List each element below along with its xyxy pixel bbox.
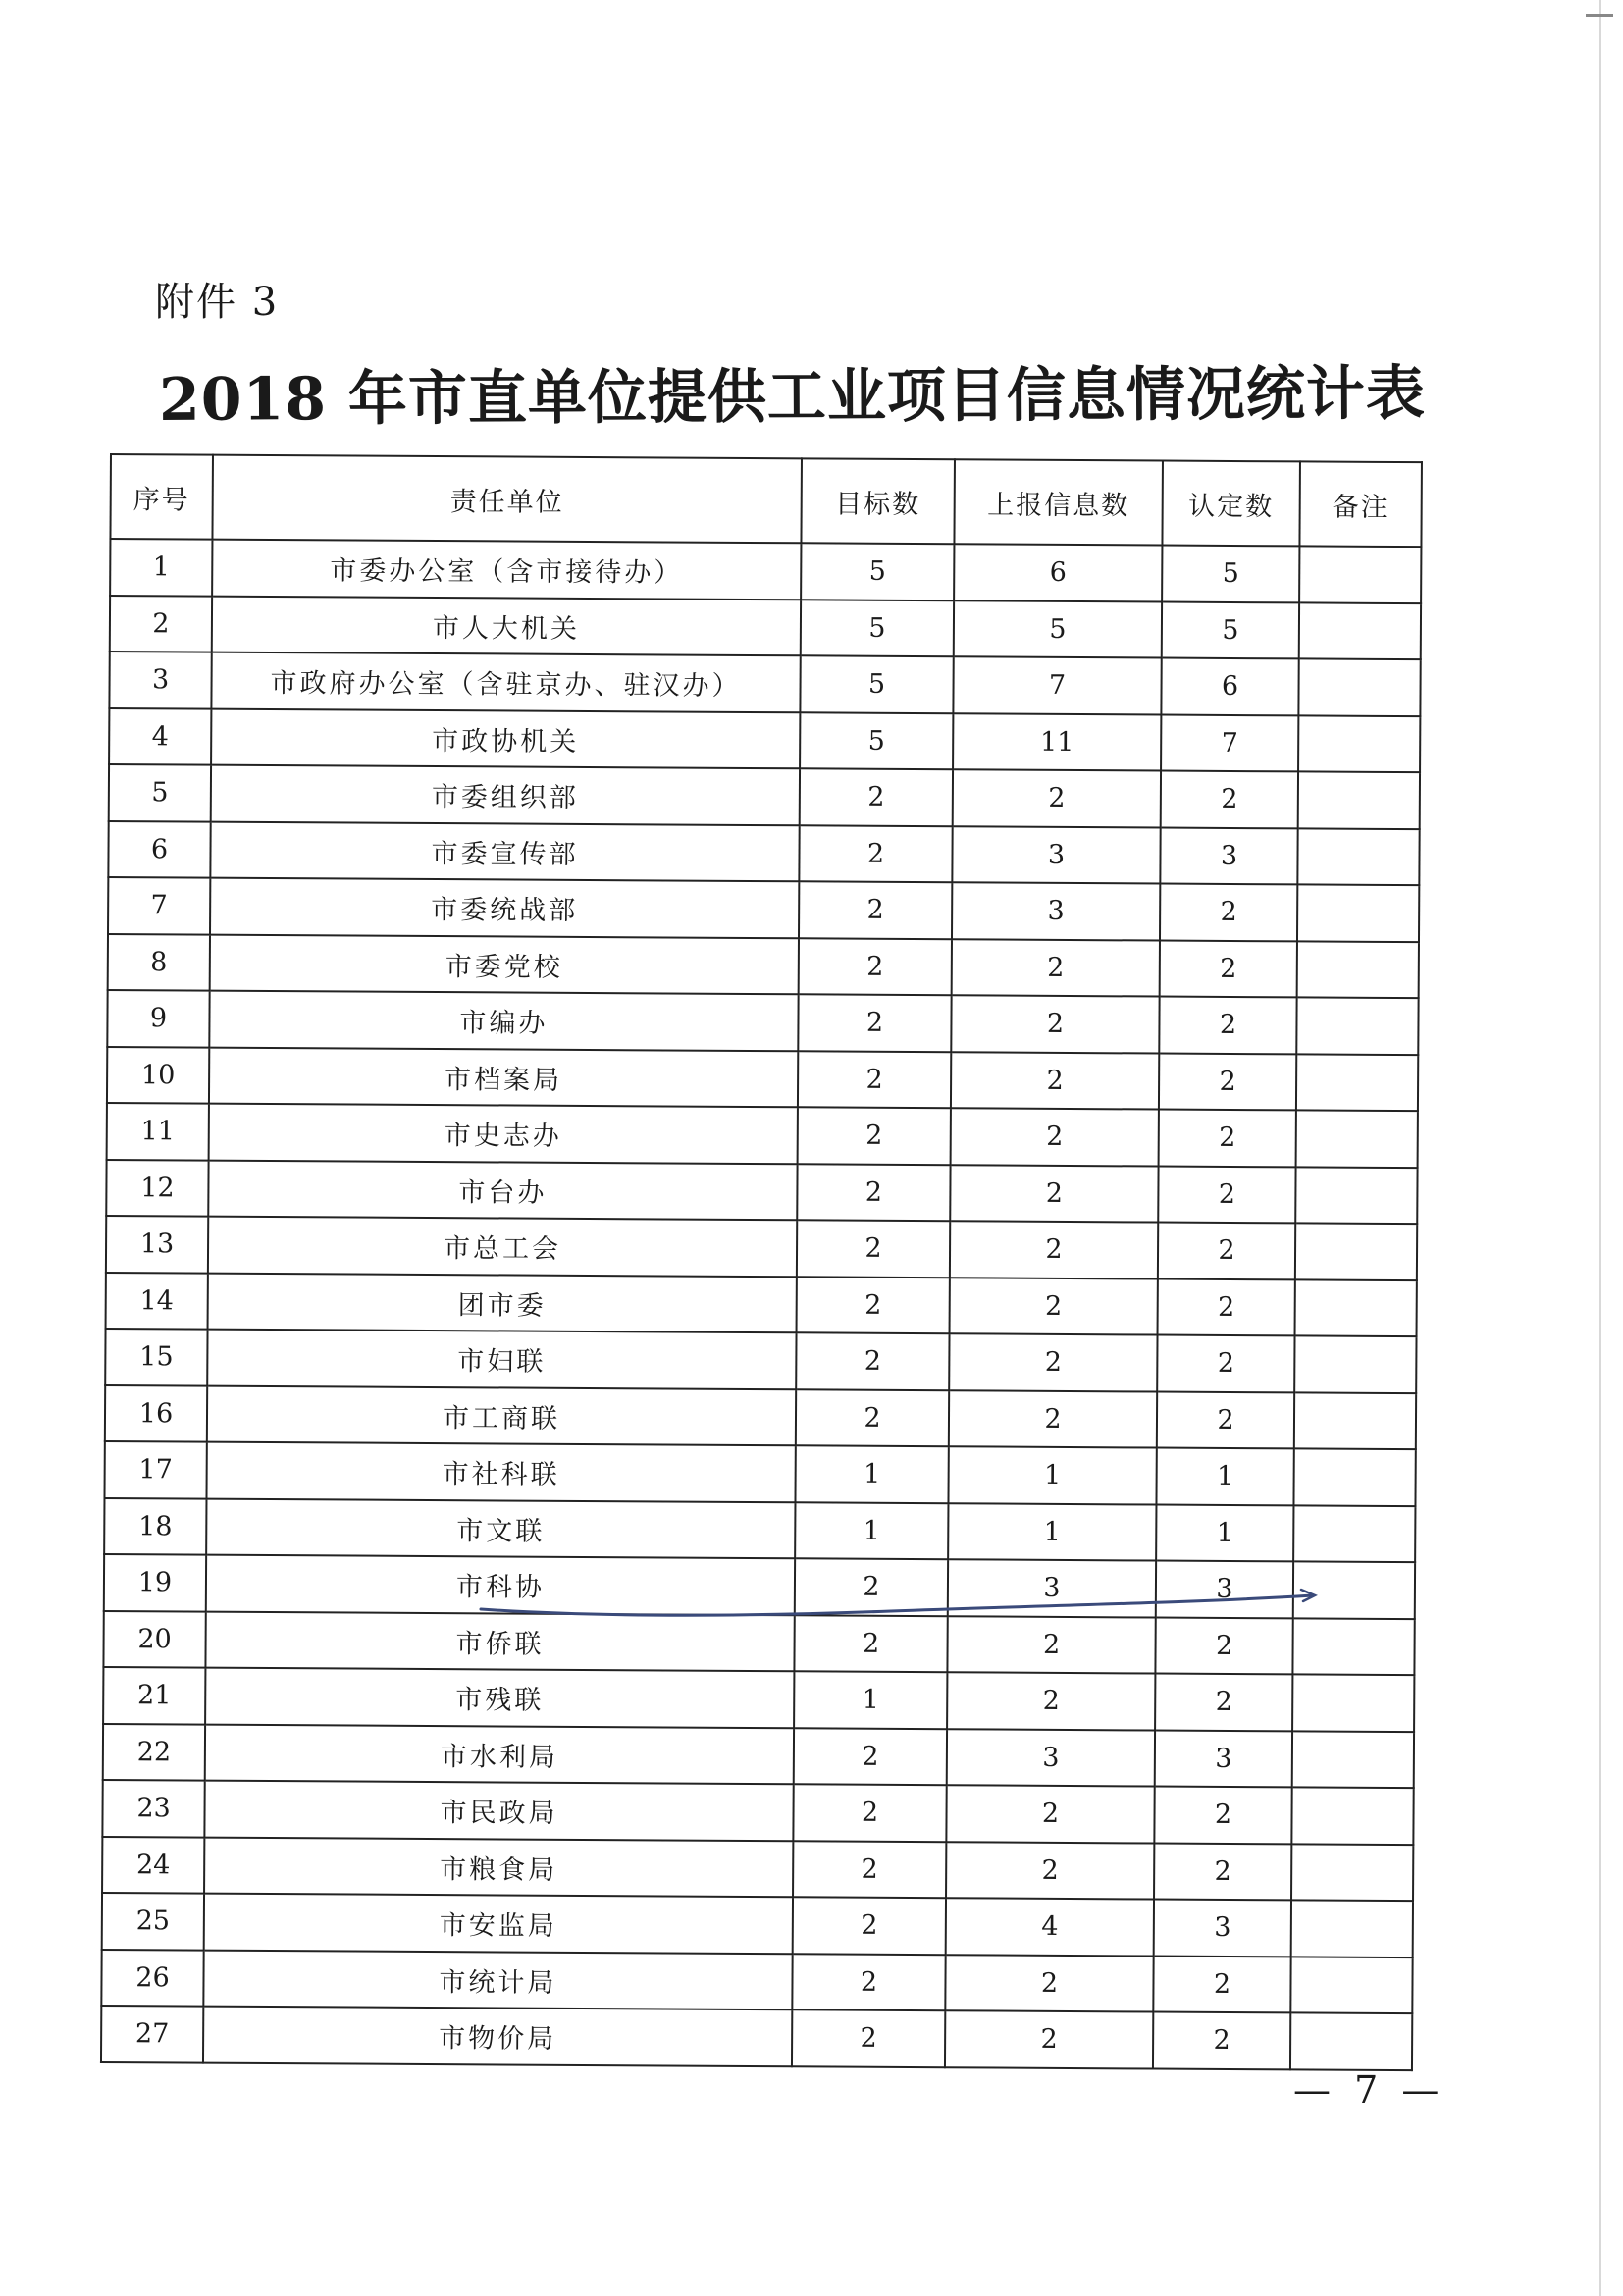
scan-edge: [1599, 0, 1601, 2296]
cell-target: 5: [801, 543, 954, 600]
cell-approved: 2: [1155, 1617, 1292, 1674]
cell-remark: [1296, 997, 1418, 1054]
cell-reported: 2: [953, 769, 1161, 827]
cell-reported: 2: [951, 1052, 1159, 1110]
cell-reported: 3: [952, 826, 1160, 884]
cell-no: 11: [107, 1103, 209, 1160]
cell-no: 22: [103, 1723, 205, 1780]
cell-approved: 6: [1161, 658, 1298, 715]
cell-approved: 5: [1162, 601, 1299, 658]
table-row: [104, 1441, 1415, 1506]
cell-target: 5: [801, 600, 954, 656]
cell-approved: 1: [1156, 1504, 1293, 1561]
cell-target: 2: [793, 1784, 946, 1841]
table-row: [106, 1272, 1417, 1336]
cell-no: 9: [107, 990, 209, 1047]
cell-target: 2: [794, 1728, 947, 1785]
table-row: [106, 1159, 1417, 1224]
cell-no: 20: [103, 1610, 205, 1667]
cell-unit: 市台办: [208, 1160, 797, 1220]
cell-no: 23: [102, 1780, 204, 1837]
cell-no: 6: [108, 820, 210, 877]
cell-unit: 市民政局: [204, 1781, 793, 1841]
cell-no: 25: [102, 1893, 204, 1950]
cell-reported: 3: [947, 1729, 1155, 1787]
cell-target: 1: [794, 1671, 947, 1728]
cell-no: 17: [104, 1441, 206, 1498]
cell-reported: 2: [949, 1390, 1157, 1448]
cell-reported: 2: [945, 2010, 1153, 2068]
cell-approved: 2: [1154, 1787, 1291, 1844]
cell-no: 4: [109, 708, 211, 765]
cell-target: 2: [798, 1051, 951, 1108]
cell-no: 12: [106, 1159, 208, 1216]
cell-target: 2: [795, 1558, 948, 1615]
cell-no: 18: [104, 1497, 206, 1554]
cell-remark: [1294, 1392, 1416, 1449]
table-row: [102, 1836, 1413, 1901]
cell-no: 19: [104, 1554, 206, 1611]
table-row: [110, 596, 1421, 660]
cell-remark: [1294, 1335, 1416, 1392]
cell-approved: 2: [1160, 884, 1297, 941]
cell-no: 16: [105, 1384, 207, 1441]
cell-unit: 市委办公室（含市接待办）: [212, 540, 801, 600]
cell-remark: [1291, 1844, 1413, 1901]
cell-remark: [1296, 1054, 1418, 1111]
cell-approved: 5: [1162, 546, 1299, 602]
cell-remark: [1297, 941, 1419, 998]
cell-approved: 2: [1157, 1335, 1294, 1392]
cell-target: 2: [796, 1389, 949, 1446]
cell-unit: 市史志办: [209, 1104, 798, 1164]
cell-approved: 2: [1159, 1110, 1296, 1167]
cell-no: 27: [101, 2006, 203, 2062]
cell-target: 2: [798, 1107, 951, 1164]
cell-unit: 市粮食局: [204, 1837, 793, 1897]
table-row: [107, 1103, 1418, 1168]
cell-reported: 2: [947, 1616, 1155, 1674]
table-row: [107, 990, 1418, 1055]
cell-unit: 市编办: [209, 991, 798, 1051]
table-row: [102, 1893, 1413, 1957]
cell-no: 26: [101, 1949, 203, 2006]
cell-no: 14: [106, 1272, 208, 1329]
cell-reported: 2: [947, 1672, 1155, 1730]
table-row: [104, 1497, 1415, 1562]
cell-target: 2: [799, 825, 952, 882]
cell-approved: 3: [1154, 1900, 1291, 1957]
cell-reported: 3: [952, 882, 1160, 940]
statistics-table: [100, 453, 1423, 2071]
cell-target: 1: [795, 1502, 948, 1559]
cell-remark: [1290, 1957, 1412, 2013]
cell-no: 1: [110, 539, 212, 596]
table-row: [110, 539, 1421, 603]
cell-no: 13: [106, 1216, 208, 1273]
cell-remark: [1295, 1223, 1417, 1279]
cell-target: 2: [797, 1164, 950, 1221]
statistics-table-container: [100, 453, 1421, 2071]
cell-unit: 市残联: [205, 1668, 794, 1728]
header-reported: 上报信息数: [954, 459, 1163, 545]
cell-remark: [1293, 1505, 1415, 1562]
cell-remark: [1298, 658, 1420, 715]
cell-unit: 市水利局: [205, 1724, 794, 1784]
cell-remark: [1297, 884, 1419, 941]
table-row: [103, 1667, 1414, 1732]
cell-unit: 市政府办公室（含驻京办、驻汉办）: [211, 652, 800, 712]
cell-reported: 2: [950, 1165, 1158, 1223]
cell-remark: [1295, 1279, 1417, 1336]
cell-approved: 2: [1158, 1278, 1295, 1335]
cell-target: 2: [792, 2009, 945, 2066]
table-row: [109, 652, 1420, 716]
table-row: [105, 1384, 1416, 1449]
cell-no: 3: [109, 652, 211, 708]
table-row: [103, 1723, 1414, 1788]
cell-unit: 市委统战部: [210, 878, 799, 938]
cell-no: 10: [107, 1046, 209, 1103]
cell-no: 2: [110, 596, 212, 652]
cell-unit: 市委宣传部: [210, 821, 799, 881]
cell-approved: 2: [1153, 1956, 1290, 2012]
cell-target: 2: [797, 1277, 950, 1333]
cell-no: 5: [109, 764, 211, 821]
cell-reported: 2: [946, 1842, 1154, 1900]
cell-reported: 2: [946, 1785, 1154, 1843]
cell-reported: 5: [954, 600, 1162, 658]
cell-no: 15: [105, 1329, 207, 1385]
cell-no: 8: [108, 933, 210, 990]
cell-reported: 1: [948, 1503, 1156, 1561]
header-target: 目标数: [801, 458, 955, 544]
cell-approved: 3: [1160, 827, 1297, 884]
cell-remark: [1293, 1448, 1415, 1505]
cell-unit: 市物价局: [203, 2007, 792, 2066]
cell-approved: 2: [1158, 1223, 1295, 1279]
cell-reported: 7: [953, 656, 1161, 714]
table-header-row: [110, 454, 1422, 547]
scan-mark: [1586, 14, 1613, 17]
cell-unit: 市委组织部: [211, 765, 800, 825]
cell-remark: [1299, 546, 1421, 602]
cell-unit: 市档案局: [209, 1047, 798, 1107]
cell-unit: 市政协机关: [211, 708, 800, 768]
table-row: [105, 1329, 1416, 1393]
cell-unit: 市妇联: [207, 1330, 796, 1389]
cell-remark: [1295, 1167, 1417, 1224]
cell-remark: [1291, 1900, 1413, 1957]
cell-target: 2: [794, 1615, 947, 1672]
cell-unit: 市科协: [206, 1555, 795, 1615]
table-row: [101, 2006, 1412, 2070]
cell-unit: 市社科联: [206, 1442, 795, 1502]
cell-approved: 2: [1159, 997, 1296, 1054]
cell-remark: [1291, 1787, 1413, 1844]
table-row: [107, 1046, 1418, 1111]
cell-target: 2: [793, 1841, 946, 1898]
cell-target: 1: [795, 1445, 948, 1502]
cell-approved: 2: [1160, 940, 1297, 997]
cell-target: 2: [793, 1897, 946, 1954]
cell-remark: [1292, 1731, 1414, 1788]
cell-unit: 市委党校: [210, 934, 799, 994]
cell-reported: 1: [948, 1446, 1156, 1504]
cell-remark: [1292, 1674, 1414, 1731]
cell-remark: [1298, 715, 1420, 772]
cell-unit: 市侨联: [205, 1611, 794, 1671]
handwritten-pen-line: [479, 1588, 1323, 1627]
table-row: [101, 1949, 1412, 2013]
page-title: 2018 年市直单位提供工业项目信息情况统计表: [158, 359, 1427, 435]
table-body: [101, 539, 1421, 2070]
cell-unit: 市人大机关: [212, 596, 801, 655]
cell-no: 21: [103, 1667, 205, 1724]
cell-approved: 2: [1159, 1053, 1296, 1110]
cell-unit: 市统计局: [203, 1950, 792, 2009]
cell-remark: [1290, 2012, 1412, 2069]
cell-remark: [1296, 1110, 1418, 1167]
cell-remark: [1297, 828, 1419, 885]
cell-reported: 2: [945, 1955, 1153, 2012]
cell-remark: [1299, 602, 1421, 659]
cell-approved: 2: [1158, 1166, 1295, 1223]
cell-approved: 7: [1161, 714, 1298, 771]
cell-no: 7: [108, 877, 210, 934]
cell-no: 24: [102, 1836, 204, 1893]
table-row: [108, 820, 1419, 885]
attachment-label: 附件 3: [155, 280, 280, 325]
cell-reported: 2: [951, 995, 1159, 1053]
cell-approved: 2: [1157, 1391, 1294, 1448]
cell-target: 2: [800, 768, 953, 825]
header-unit: 责任单位: [212, 455, 802, 544]
cell-reported: 4: [946, 1898, 1154, 1956]
cell-approved: 2: [1153, 2012, 1290, 2069]
header-remark: 备注: [1299, 461, 1422, 547]
cell-approved: 1: [1156, 1448, 1293, 1505]
cell-reported: 2: [951, 1108, 1159, 1166]
cell-unit: 市安监局: [204, 1894, 793, 1954]
cell-approved: 2: [1161, 771, 1298, 828]
cell-target: 5: [800, 655, 953, 712]
cell-remark: [1298, 771, 1420, 828]
cell-reported: 2: [950, 1278, 1158, 1335]
cell-target: 2: [799, 938, 952, 995]
cell-target: 2: [796, 1332, 949, 1389]
cell-unit: 团市委: [208, 1273, 797, 1332]
cell-reported: 11: [953, 713, 1161, 771]
header-approved: 认定数: [1162, 461, 1300, 547]
cell-approved: 3: [1155, 1730, 1292, 1787]
table-row: [109, 764, 1420, 829]
cell-reported: 2: [950, 1221, 1158, 1278]
table-row: [106, 1216, 1417, 1280]
cell-target: 2: [799, 881, 952, 938]
table-row: [108, 877, 1419, 942]
cell-unit: 市工商联: [207, 1385, 796, 1445]
cell-reported: 3: [948, 1559, 1156, 1617]
cell-unit: 市文联: [206, 1498, 795, 1558]
cell-approved: 2: [1154, 1843, 1291, 1900]
cell-reported: 6: [954, 544, 1162, 601]
cell-approved: 3: [1156, 1561, 1293, 1618]
cell-target: 2: [797, 1220, 950, 1277]
cell-unit: 市总工会: [208, 1217, 797, 1277]
table-row: [109, 708, 1420, 773]
table-row: [102, 1780, 1413, 1845]
cell-target: 5: [800, 712, 953, 769]
cell-reported: 2: [949, 1333, 1157, 1391]
cell-approved: 2: [1155, 1674, 1292, 1731]
cell-reported: 2: [952, 939, 1160, 997]
cell-target: 2: [798, 994, 951, 1051]
table-row: [108, 933, 1419, 998]
header-no: 序号: [110, 454, 213, 540]
cell-target: 2: [792, 1954, 945, 2010]
page-number: — 7 —: [1293, 2068, 1445, 2112]
